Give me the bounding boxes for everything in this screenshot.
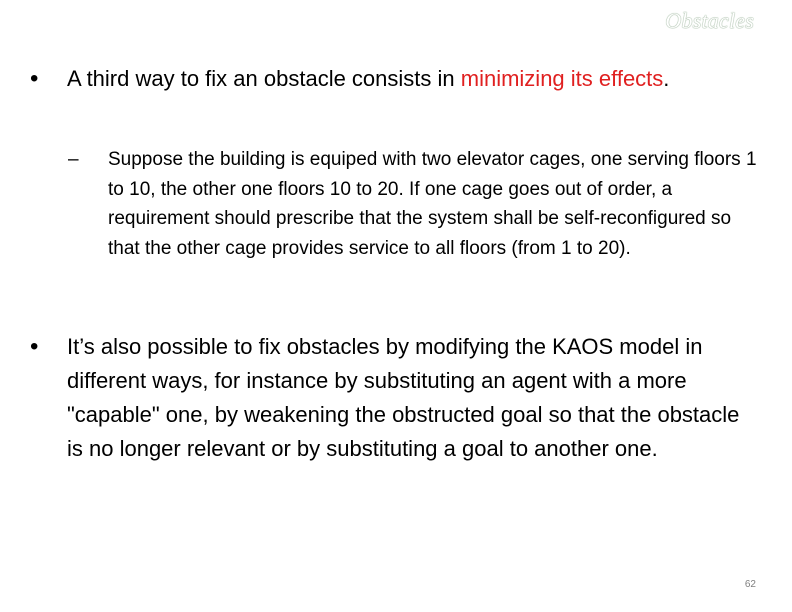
sub-bullet-marker: –: [68, 149, 79, 170]
slide-title: Obstacles: [665, 8, 754, 33]
bullet-1-after: .: [663, 66, 670, 91]
page-number: 62: [744, 579, 756, 590]
sub-bullet: [68, 145, 758, 263]
bullet-marker: •: [30, 333, 39, 360]
sub-bullet-text: Suppose the building is equiped with two elevator cages, one serving floors 1 to 10, the other one floors 10 to 20. If one cage goes out of order, a requirement should prescribe that the system shall be self-reconfigured so that the other cage provides service to all floors (from 1 to 20).: [108, 149, 757, 259]
bullet-2-text: It’s also possible to fix obstacles by modifying the KAOS model in different ways, for instance by substituting an agent with a more "capable" one, by weakening the obstructed goal so that the obstacle is no longer relevant or by substituting a goal to another one.: [67, 334, 740, 461]
bullet-marker: •: [30, 65, 39, 92]
bullet-1-text: [52, 62, 669, 96]
bullet-1: [30, 62, 760, 96]
bullet-1-highlight: minimizing its effects: [460, 66, 664, 91]
bullet-1-before: A third way to fix an obstacle consists in: [67, 66, 461, 91]
bullet-2: [30, 330, 760, 466]
